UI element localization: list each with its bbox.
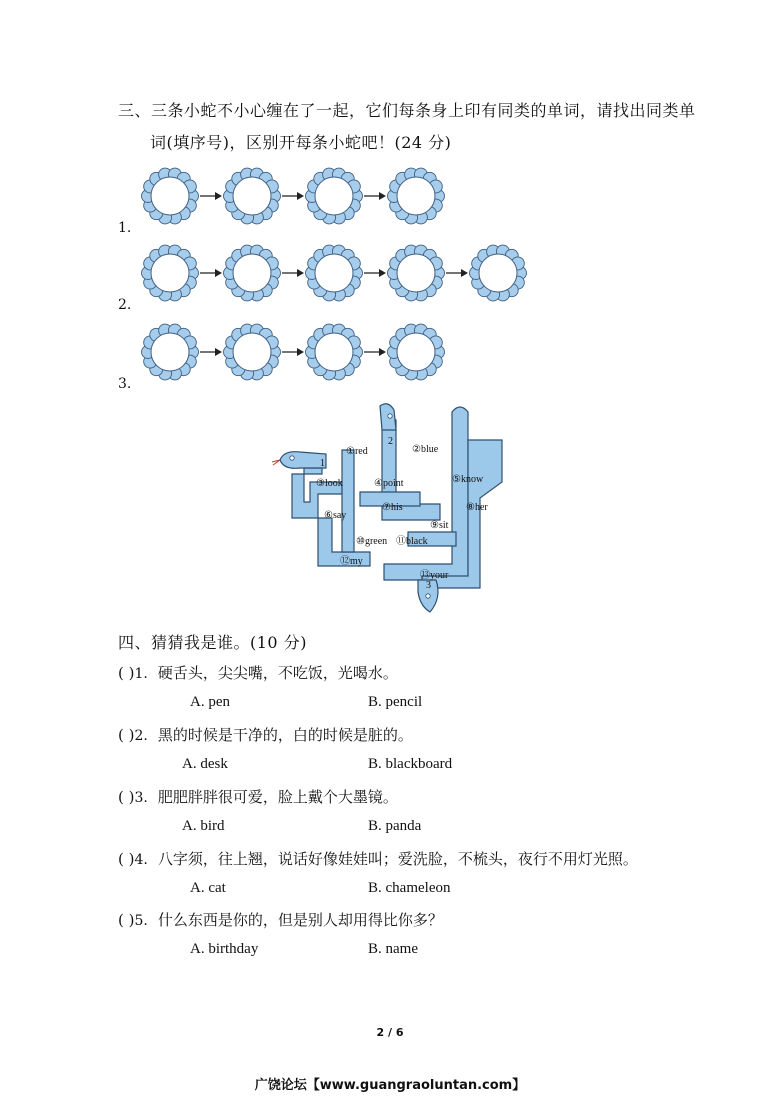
word-8: ⑧her bbox=[466, 502, 488, 513]
arrow-head-icon bbox=[461, 269, 468, 277]
section-4-title: 四、猜猜我是谁。(10 分) bbox=[118, 633, 307, 652]
row-label-3: 3. bbox=[118, 376, 132, 392]
question-text: 黑的时候是干净的，白的时候是脏的。 bbox=[157, 726, 413, 744]
arrow-head-icon bbox=[297, 269, 304, 277]
option-b: B. blackboard bbox=[368, 756, 453, 772]
row-label-1: 1. bbox=[118, 220, 132, 236]
answer-flower-rows bbox=[0, 0, 780, 420]
arrow-head-icon bbox=[215, 269, 222, 277]
answer-flower-circle[interactable] bbox=[306, 245, 363, 301]
word-6: ⑥say bbox=[324, 510, 347, 521]
answer-blank[interactable]: ( ) bbox=[118, 911, 135, 929]
section-3-title-line-1: 三、三条小蛇不小心缠在了一起，它们每条身上印有同类的单词，请找出同类单 bbox=[118, 101, 696, 120]
word-7: ⑦his bbox=[382, 502, 403, 513]
question-text: 什么东西是你的，但是别人却用得比你多？ bbox=[157, 911, 443, 929]
answer-flower-circle[interactable] bbox=[142, 324, 199, 380]
question-text: 八字须，往上翘，说话好像娃娃叫；爱洗脸，不梳头，夜行不用灯光照。 bbox=[157, 850, 638, 868]
option-a: A. bird bbox=[182, 818, 225, 834]
question-number: 3. bbox=[134, 790, 148, 806]
question-number: 2. bbox=[134, 728, 148, 744]
question-number: 4. bbox=[134, 852, 148, 868]
arrow-head-icon bbox=[215, 192, 222, 200]
section-3-title-line-2: 词(填序号)，区别开每条小蛇吧！(24 分) bbox=[150, 133, 452, 152]
word-2: ②blue bbox=[412, 444, 439, 455]
answer-blank[interactable]: ( ) bbox=[118, 850, 135, 868]
word-9: ⑨sit bbox=[430, 520, 449, 531]
question-3 bbox=[118, 786, 398, 807]
answer-flower-circle[interactable] bbox=[388, 324, 445, 380]
arrow-head-icon bbox=[379, 192, 386, 200]
arrow-head-icon bbox=[297, 348, 304, 356]
question-text: 硬舌头，尖尖嘴，不吃饭，光喝水。 bbox=[157, 664, 398, 682]
option-b: B. name bbox=[368, 941, 418, 957]
option-a: A. desk bbox=[182, 756, 228, 772]
answer-flower-circle[interactable] bbox=[142, 168, 199, 224]
snake-number-3: 3 bbox=[426, 580, 431, 591]
answer-blank[interactable]: ( ) bbox=[118, 788, 135, 806]
answer-flower-circle[interactable] bbox=[470, 245, 527, 301]
word-11: ⑪black bbox=[396, 536, 428, 547]
answer-flower-circle[interactable] bbox=[142, 245, 199, 301]
question-number: 1. bbox=[134, 666, 148, 682]
answer-blank[interactable]: ( ) bbox=[118, 726, 135, 744]
answer-flower-circle[interactable] bbox=[388, 245, 445, 301]
word-5: ⑤know bbox=[452, 474, 484, 485]
answer-flower-circle[interactable] bbox=[306, 324, 363, 380]
question-text: 肥肥胖胖很可爱，脸上戴个大墨镜。 bbox=[157, 788, 398, 806]
word-3: ③look bbox=[316, 478, 343, 489]
option-b: B. pencil bbox=[368, 694, 423, 710]
question-5 bbox=[118, 909, 443, 930]
page-number: 2 / 6 bbox=[376, 1026, 404, 1039]
arrow-head-icon bbox=[215, 348, 222, 356]
snake-number-1: 1 bbox=[320, 458, 325, 469]
option-a: A. birthday bbox=[190, 941, 259, 957]
answer-blank[interactable]: ( ) bbox=[118, 664, 135, 682]
snake-diagram bbox=[270, 402, 510, 622]
answer-flower-circle[interactable] bbox=[224, 324, 281, 380]
answer-flower-circle[interactable] bbox=[306, 168, 363, 224]
snake-number-2: 2 bbox=[388, 436, 393, 447]
answer-flower-circle[interactable] bbox=[388, 168, 445, 224]
option-b: B. chameleon bbox=[368, 880, 451, 896]
word-4: ④point bbox=[374, 478, 404, 489]
question-4 bbox=[118, 848, 638, 869]
arrow-head-icon bbox=[379, 269, 386, 277]
option-a: A. cat bbox=[190, 880, 226, 896]
word-10: ⑩green bbox=[356, 536, 388, 547]
answer-flower-circle[interactable] bbox=[224, 245, 281, 301]
option-b: B. panda bbox=[368, 818, 422, 834]
question-number: 5. bbox=[134, 913, 148, 929]
word-12: ⑫my bbox=[340, 556, 363, 567]
word-13: ⑬your bbox=[420, 570, 449, 581]
arrow-head-icon bbox=[379, 348, 386, 356]
option-a: A. pen bbox=[190, 694, 230, 710]
footer-site-banner: 广饶论坛【www.guangraoluntan.com】 bbox=[254, 1078, 526, 1093]
answer-flower-circle[interactable] bbox=[224, 168, 281, 224]
row-label-2: 2. bbox=[118, 297, 132, 313]
arrow-head-icon bbox=[297, 192, 304, 200]
question-2 bbox=[118, 724, 413, 745]
word-1: ①red bbox=[346, 446, 368, 457]
question-1 bbox=[118, 662, 398, 683]
